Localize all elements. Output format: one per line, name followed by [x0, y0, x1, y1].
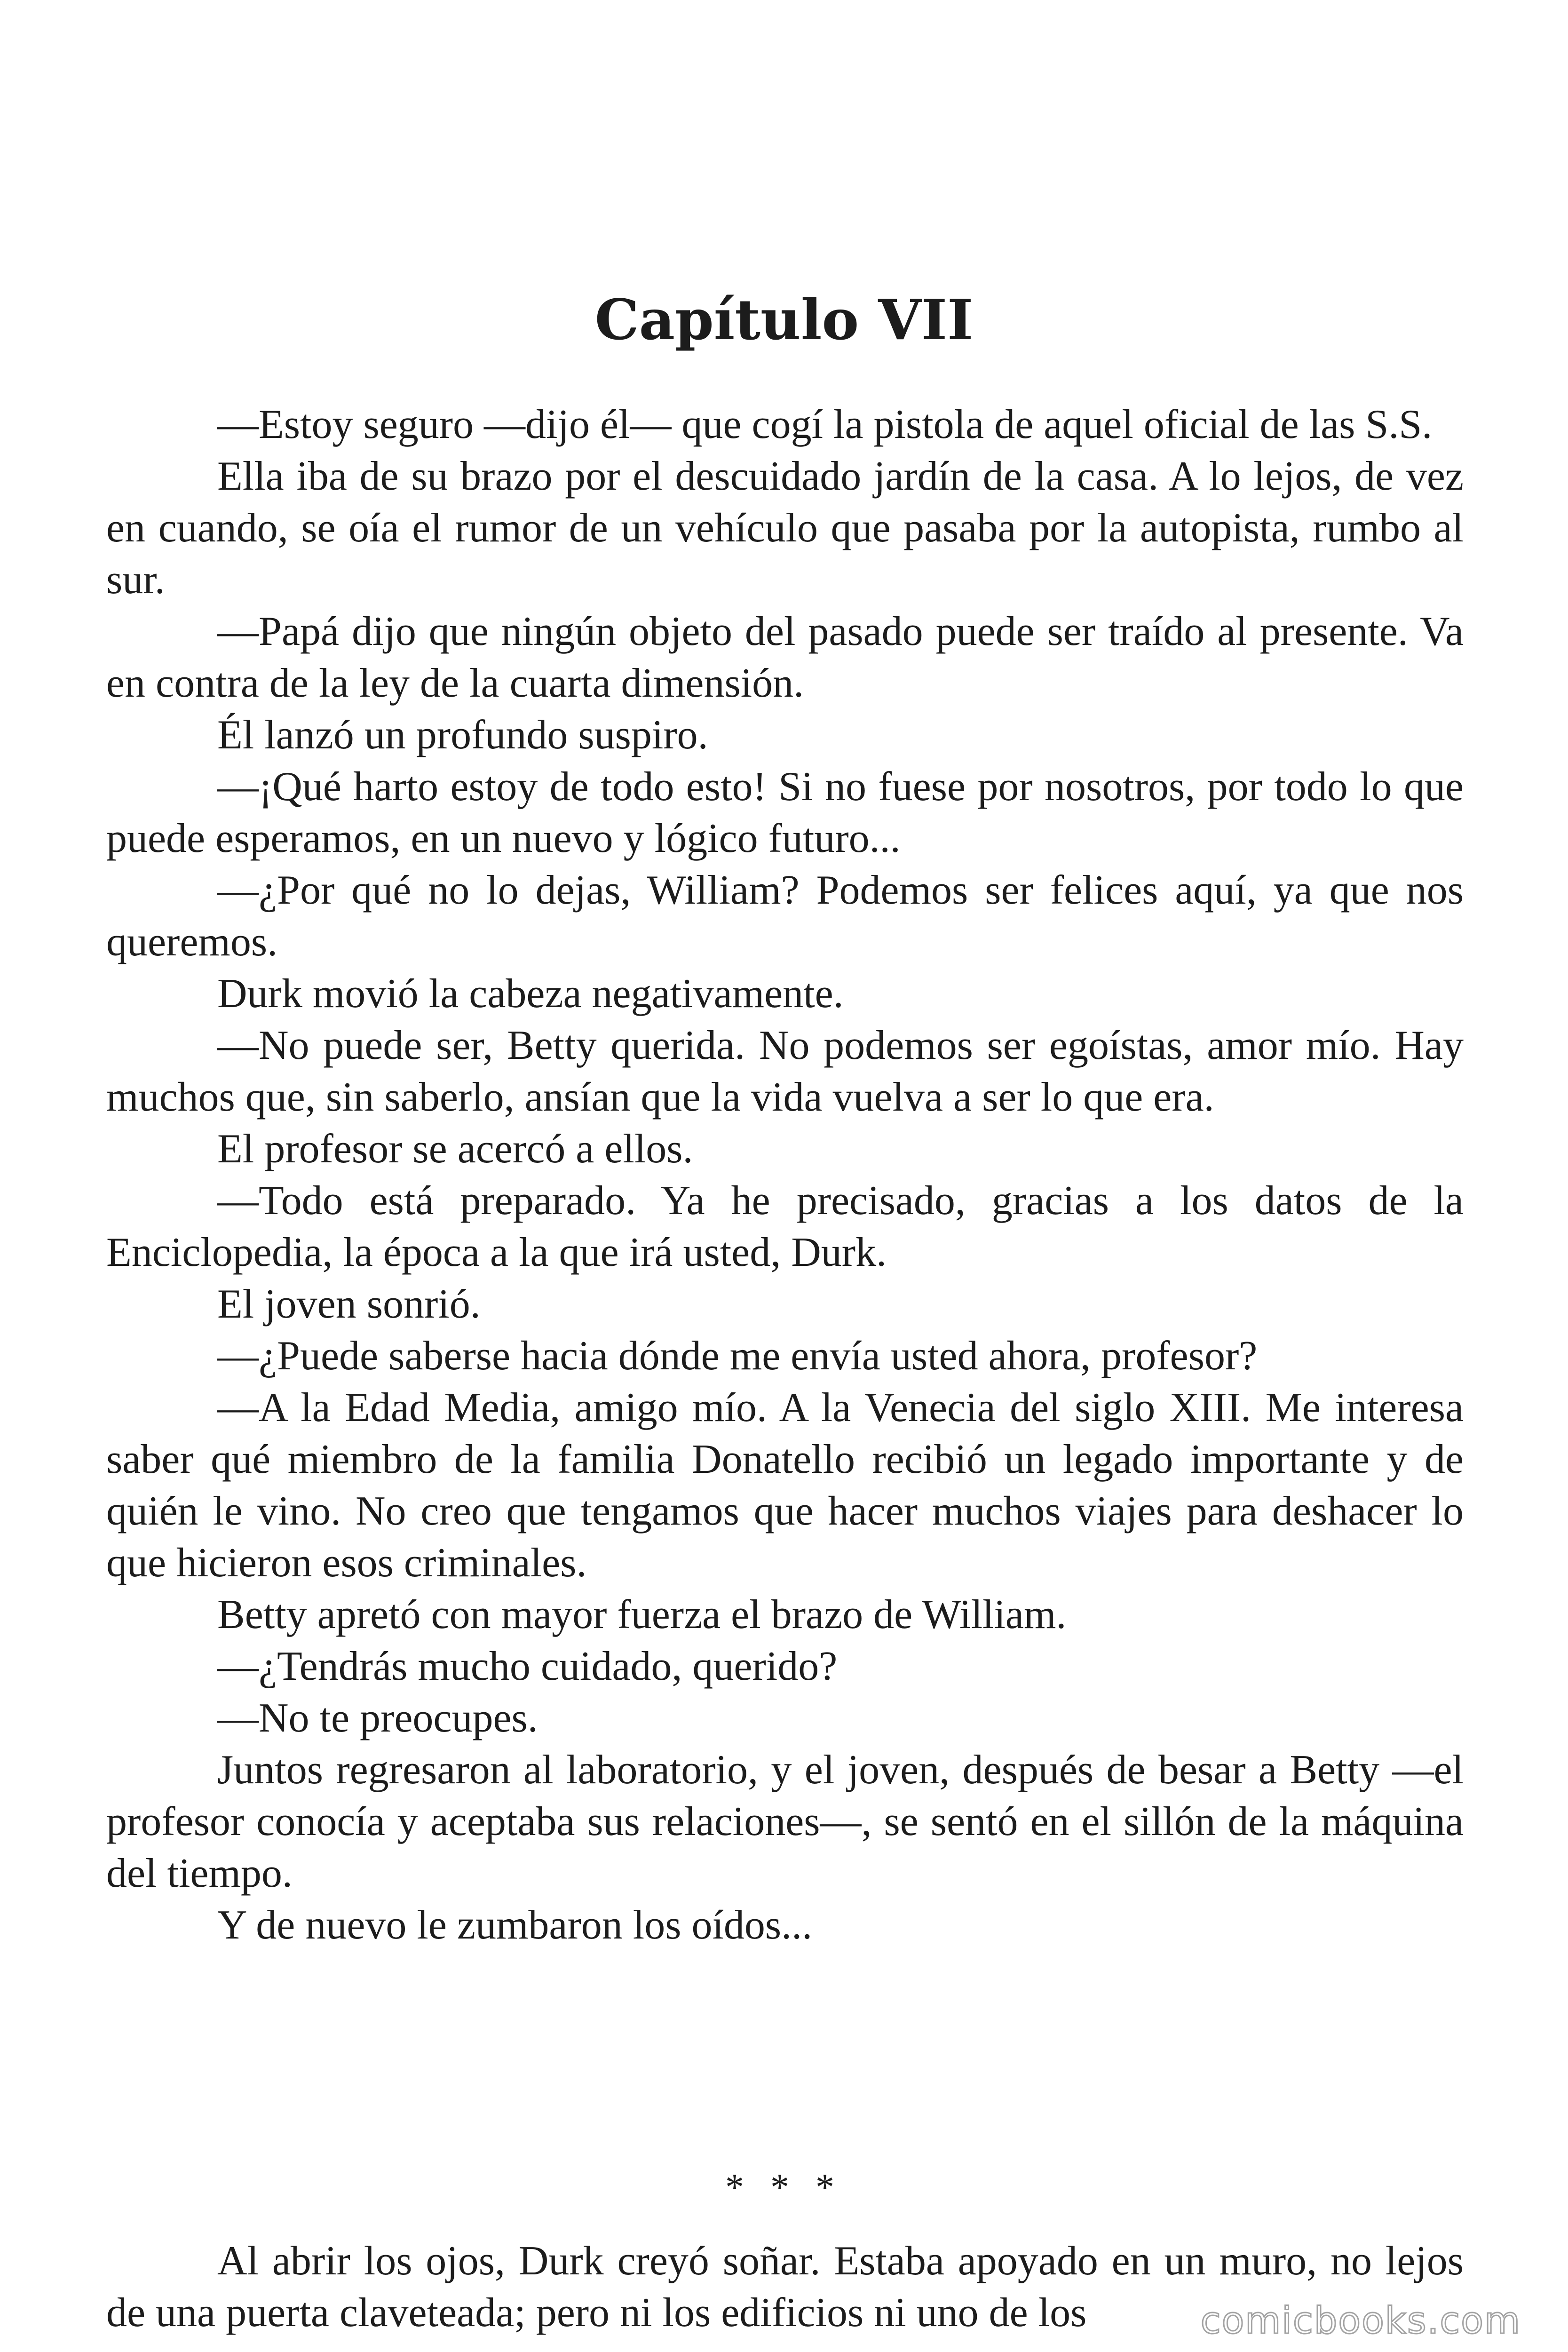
paragraph: Ella iba de su brazo por el descuidado jardín de la casa. A lo lejos, de vez en cuando, se oía el rumor de un vehículo que pasaba por la autopista, rumbo al sur.: [106, 453, 1464, 603]
paragraph: Él lanzó un profundo suspiro.: [217, 712, 708, 758]
paragraph: Betty apretó con mayor fuerza el brazo de William.: [217, 1592, 1067, 1637]
paragraph: Juntos regresaron al laboratorio, y el joven, después de besar a Betty —el profesor conocía y aceptaba sus relaciones—, se sentó en el sillón de la máquina del tiempo.: [106, 1747, 1464, 1896]
paragraph: —No puede ser, Betty querida. No podemos ser egoístas, amor mío. Hay muchos que, sin saberlo, ansían que la vida vuelva a ser lo que era.: [106, 1023, 1464, 1120]
paragraph: El profesor se acercó a ellos.: [217, 1126, 693, 1172]
paragraph: Al abrir los ojos, Durk creyó soñar. Estaba apoyado en un muro, no lejos de una puerta claveteada; pero ni los edificios ni uno de los: [106, 2238, 1464, 2336]
section-separator: * * *: [725, 2167, 843, 2208]
paragraph: —Estoy seguro —dijo él— que cogí la pistola de aquel oficial de las S.S.: [217, 402, 1433, 447]
paragraph: —A la Edad Media, amigo mío. A la Venecia del siglo XIII. Me interesa saber qué miembro de la familia Donatello recibió un legado importante y de quién le vino. No creo que tengamos que hacer muchos viajes para deshacer lo que hicieron esos criminales.: [106, 1385, 1464, 1586]
paragraph: El joven sonrió.: [217, 1281, 481, 1327]
paragraph: Y de nuevo le zumbaron los oídos...: [217, 1902, 813, 1948]
paragraph: —¿Tendrás mucho cuidado, querido?: [217, 1644, 838, 1689]
paragraph: —¿Puede saberse hacia dónde me envía usted ahora, profesor?: [217, 1333, 1258, 1379]
paragraph: —Todo está preparado. Ya he precisado, gracias a los datos de la Enciclopedia, la época a la que irá usted, Durk.: [106, 1178, 1464, 1275]
paragraph: Durk movió la cabeza negativamente.: [217, 971, 844, 1017]
paragraph: —Papá dijo que ningún objeto del pasado puede ser traído al presente. Va en contra de la ley de la cuarta dimensión.: [106, 609, 1464, 706]
paragraph: —¡Qué harto estoy de todo esto! Si no fuese por nosotros, por todo lo que puede esperamos, en un nuevo y lógico futuro...: [106, 764, 1464, 861]
chapter-title: Capítulo VII: [594, 287, 974, 352]
watermark: comicbooks.com: [1200, 2300, 1521, 2342]
paragraph: —¿Por qué no lo dejas, William? Podemos ser felices aquí, ya que nos queremos.: [106, 867, 1464, 965]
chapter-body: [106, 399, 1464, 1951]
paragraph: —No te preocupes.: [217, 1695, 538, 1741]
